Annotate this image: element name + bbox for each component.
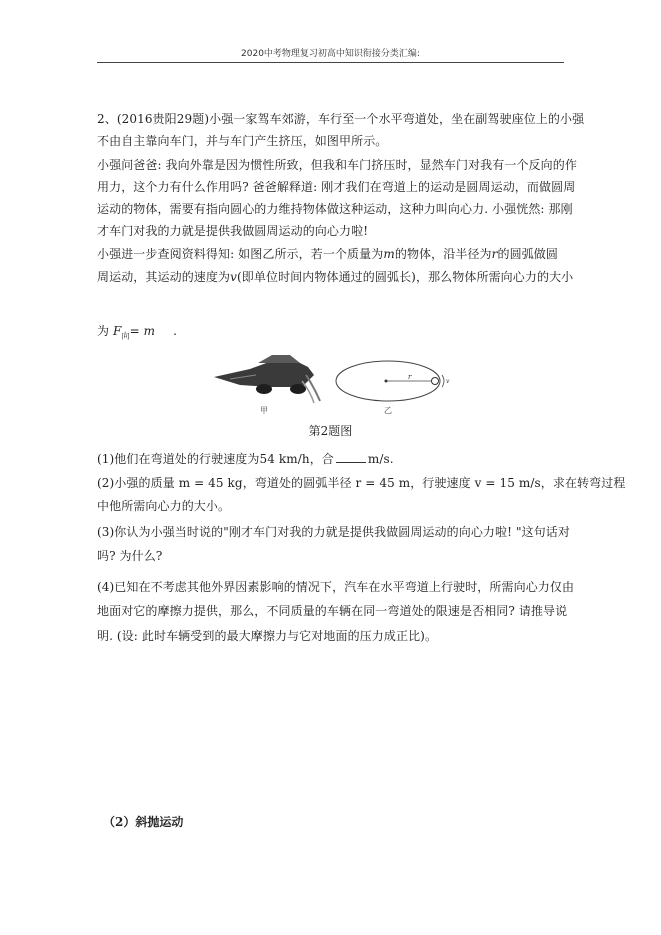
research-text-c: 的圆弧做圆: [497, 247, 559, 261]
dialog-line-2: 用力，这个力有什么作用吗? 爸爸解释道: 刚才我们在弯道上的运动是圆周运动，而做圆周: [97, 180, 576, 194]
figure-label-v: v: [446, 378, 450, 385]
q1-answer-blank[interactable]: [336, 451, 366, 463]
research-text-d: 周运动，其运动的速度为: [97, 270, 231, 284]
figure-label-jia: 甲: [260, 406, 268, 415]
dialog-line-3: 运动的物体，需要有指向圆心的力维持物体做这种运动，这种力叫向心力. 小强恍然: 那刚: [97, 202, 573, 216]
question-2-line-2: 中他所需向心力的大小。: [97, 499, 231, 513]
formula-line: [97, 320, 567, 347]
question-3-line-2: 吗? 为什么?: [97, 549, 163, 563]
car-photo-jia: [210, 353, 320, 403]
research-text-e: (即单位时间内物体通过的圆弧长)，那么物体所需向心力的大小: [237, 270, 574, 284]
formula-F: F: [113, 324, 122, 338]
figure-label-r: r: [408, 373, 412, 381]
circle-diagram-yi: [336, 361, 450, 401]
var-r: r: [491, 247, 498, 261]
dialog-line-4: 才车门对我的力就是提供我做圆周运动的向心力啦!: [97, 224, 369, 238]
question-1: [97, 448, 567, 470]
page-header: 2020中考物理复习初高中知识衔接分类汇编:: [241, 49, 420, 59]
research-line-2: [97, 266, 574, 288]
figure-label-yi: 乙: [384, 406, 392, 415]
section-heading: （2）斜抛运动: [103, 815, 184, 829]
formula-prefix: 为: [97, 324, 110, 338]
formula-eq: = m: [129, 324, 156, 338]
formula-sub: 向: [121, 331, 130, 341]
question-4-line-1: (4)已知在不考虑其他外界因素影响的情况下，汽车在水平弯道上行驶时，所需向心力仅由: [97, 580, 575, 594]
problem-intro-line-2: 不由自主靠向车门，并与车门产生挤压，如图甲所示。: [97, 134, 388, 148]
problem-intro-line-1: 2、(2016贵阳29题)小强一家驾车郊游，车行至一个水平弯道处，坐在副驾驶座位上的小强: [97, 112, 585, 126]
question-4-line-2: 地面对它的摩擦力提供，那么，不同质量的车辆在同一弯道处的限速是否相同? 请推导说: [97, 604, 568, 618]
problem-figure: [210, 353, 452, 419]
q1-unit: m/s.: [367, 452, 394, 466]
dialog-line-1: 小强问爸爸: 我向外靠是因为惯性所致，但我和车门挤压时，显然车门对我有一个反向的作: [97, 158, 577, 172]
research-text-b: 的物体，沿半径为: [394, 247, 492, 261]
var-v: v: [230, 270, 237, 284]
research-line-1: [97, 243, 567, 265]
header-divider: [97, 62, 564, 63]
question-3-line-1: (3)你认为小强当时说的"刚才车门对我的力就是提供我做圆周运动的向心力啦! "这句话对: [97, 525, 570, 539]
research-text-a: 小强进一步查阅资料得知: 如图乙所示，若一个质量为: [97, 247, 384, 261]
question-2-line-1: (2)小强的质量 m = 45 kg，弯道处的圆弧半径 r = 45 m，行驶速度 v = 15 m/s，求在转弯过程: [97, 476, 626, 490]
var-m: m: [383, 247, 395, 261]
question-4-line-3: 明. (设: 此时车辆受到的最大摩擦力与它对地面的压力成正比)。: [97, 629, 438, 643]
q1-text: (1)他们在弯道处的行驶速度为54 km/h，合: [97, 452, 334, 466]
formula-end: .: [173, 324, 177, 338]
figure-caption: 第2题图: [308, 424, 353, 438]
